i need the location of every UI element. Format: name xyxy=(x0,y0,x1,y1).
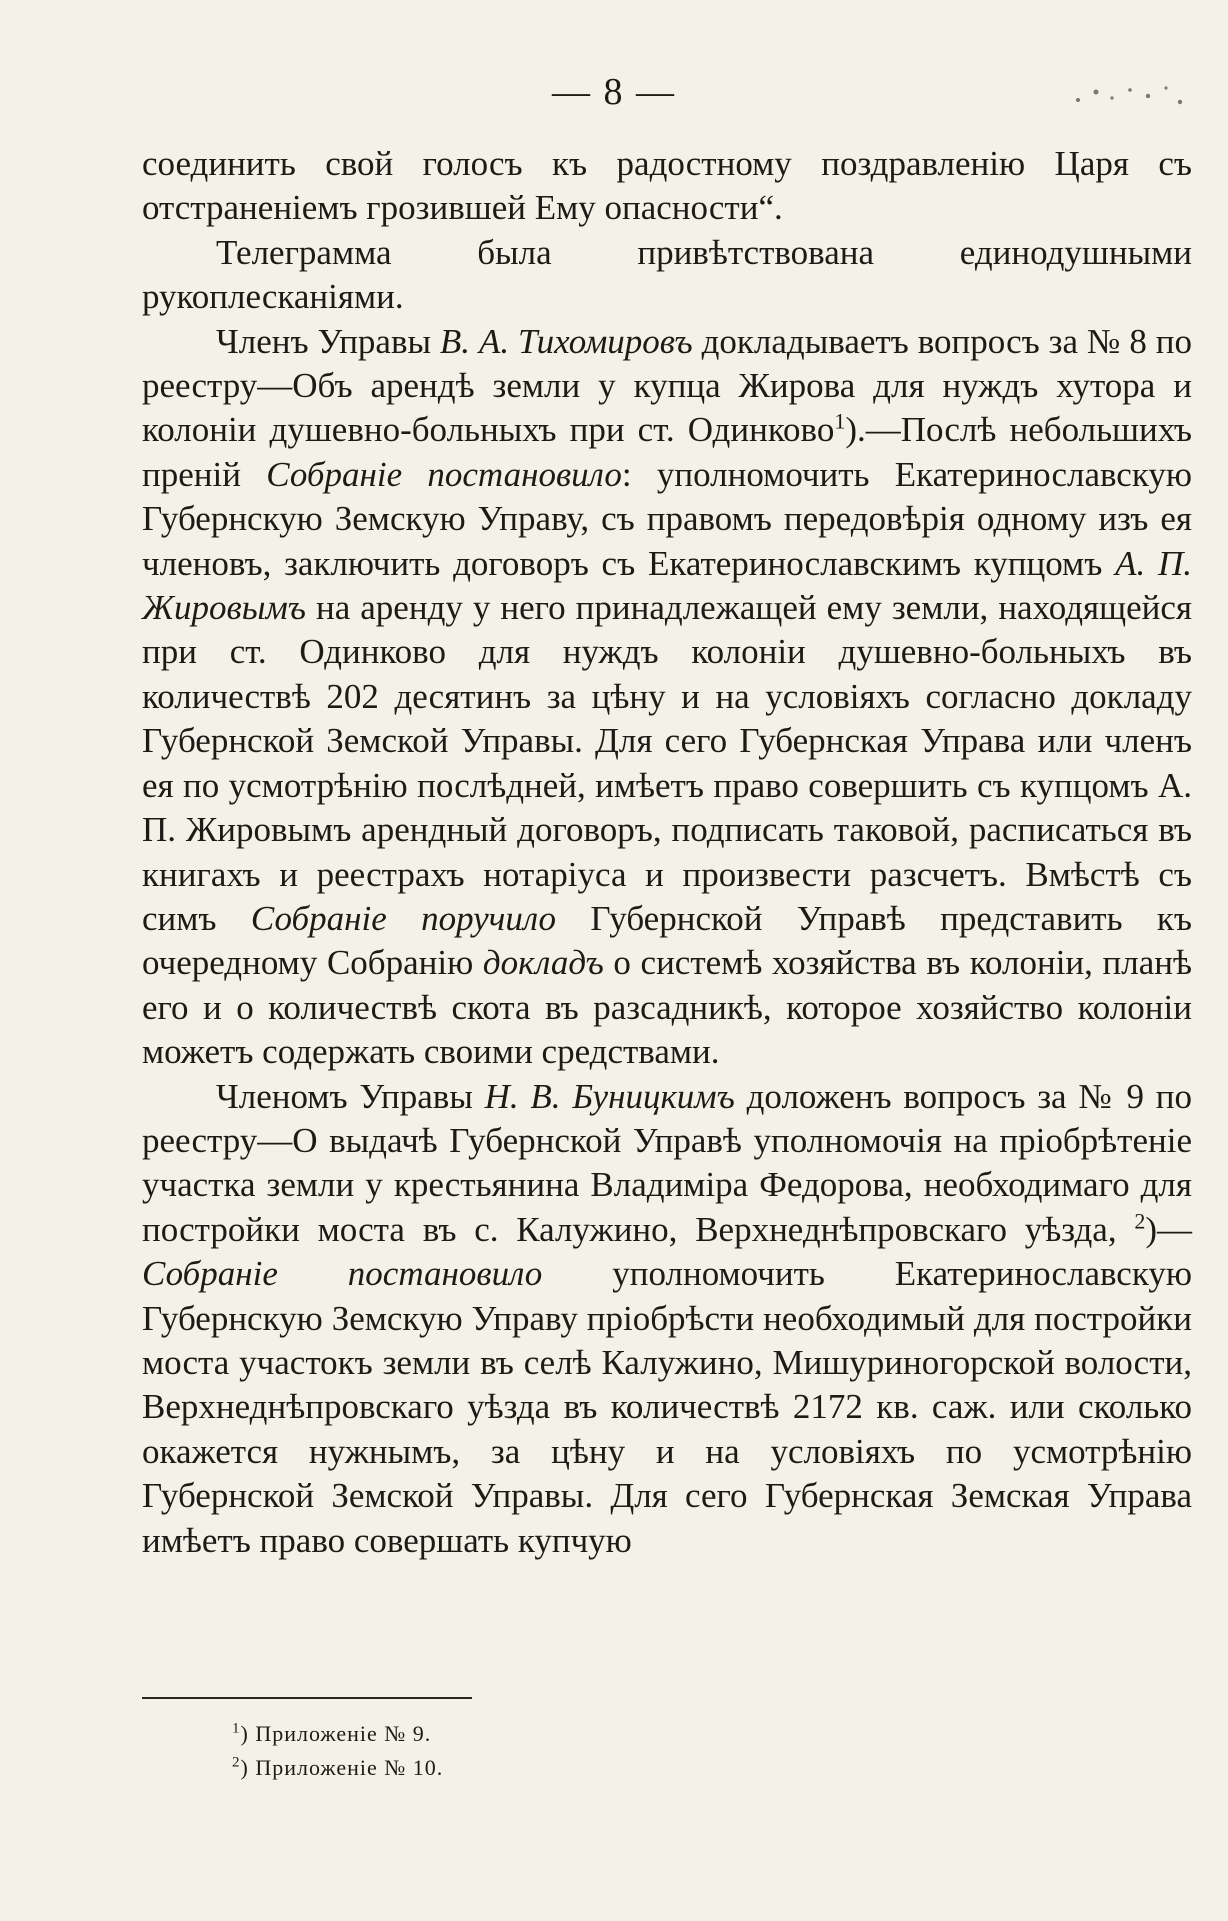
italic-run: Собраніе поручило xyxy=(250,898,557,938)
footnote xyxy=(232,1717,443,1751)
italic-run: В. А. Тихомировъ xyxy=(439,321,693,361)
text-run: уполномочить Екатеринославскую Губернскую Земскую Управу пріобрѣсти необходимый для постройки моста участокъ земли въ селѣ Калужино, Мишуриногорской волости, Верхнеднѣпровскаго уѣзда въ количествѣ 2172 кв. саж. или сколько окажется нужнымъ, за цѣну и на условіяхъ по усмотрѣнію Губернской Земской Управы. Для сего Губернская Земская Управа имѣетъ право совершать купчую xyxy=(142,1254,1192,1560)
page-number: — 8 — xyxy=(552,71,676,113)
text-run: на аренду у него принадлежащей ему земли, находящейся при ст. Одинково для нуждъ колоніи душевно-больныхъ въ количествѣ 202 десятинъ за цѣну и на условіяхъ согласно докладу Губернской Земской Управы. Для сего Губернская Управа или членъ ея по усмотрѣнію послѣдней, имѣетъ право совершить съ купцомъ А. П. Жировымъ арендный договоръ, подписать таковой, расписаться въ книгахъ и реестрахъ нотаріуса и произвести разсчетъ. Вмѣстѣ съ симъ xyxy=(142,588,1192,938)
footnotes xyxy=(232,1717,443,1785)
paragraph xyxy=(142,142,1192,231)
text-run: соединить свой голосъ къ радостному поздравленію Царя съ отстраненіемъ грозившей Ему опасности“. xyxy=(142,144,1192,228)
italic-run: докладъ xyxy=(482,943,604,983)
text-run: )— xyxy=(1145,1209,1192,1249)
footnote-mark: 1 xyxy=(232,1720,241,1737)
text-run: о системѣ хозяйства въ колоніи, планѣ его и о количествѣ скота въ разсадникѣ, которое хозяйство колоніи можетъ содержать своими средствами. xyxy=(142,943,1192,1072)
paragraph xyxy=(142,231,1192,320)
footnote-rule xyxy=(142,1697,472,1699)
text-run: Членомъ Управы xyxy=(216,1076,485,1116)
paragraph xyxy=(142,320,1192,1075)
paragraph xyxy=(142,1075,1192,1563)
footnote-ref: 1 xyxy=(834,408,846,434)
text-run: Телеграмма была привѣтствована единодушными рукоплесканіями. xyxy=(142,232,1192,317)
text-run: ).—Послѣ небольшихъ преній xyxy=(142,410,1192,494)
italic-run: Собраніе постановило xyxy=(266,454,622,494)
text-run: Членъ Управы xyxy=(216,321,440,361)
footnote-text: ) Приложеніе № 10. xyxy=(240,1755,444,1780)
text-run: : уполномочить Екатеринославскую Губернскую Земскую Управу, съ правомъ передовѣрія одному изъ ея членовъ, заключить договоръ съ Екатеринославскимъ купцомъ xyxy=(142,454,1192,583)
footnote xyxy=(232,1751,443,1785)
ink-bleed-marks xyxy=(1068,70,1188,120)
body-text xyxy=(142,142,1192,1563)
text-run: доложенъ вопросъ за № 9 по реестру—О выдачѣ Губернской Управѣ уполномочія на пріобрѣтеніе участка земли у крестьянина Владиміра Федорова, необходимаго для постройки моста въ с. Калужино, Верхнеднѣпровскаго уѣзда, xyxy=(142,1076,1193,1249)
text-run: докладываетъ вопросъ за № 8 по реестру—Объ арендѣ земли у купца Жирова для нуждъ хутора и колоніи душевно-больныхъ при ст. Одинково xyxy=(142,321,1193,450)
italic-run: А. П. Жировымъ xyxy=(142,543,1193,628)
italic-run: Н. В. Буницкимъ xyxy=(484,1076,735,1116)
footnote-text: ) Приложеніе № 9. xyxy=(240,1721,432,1746)
italic-run: Собраніе постановило xyxy=(142,1254,543,1294)
text-run: Губернской Управѣ представить къ очередному Собранію xyxy=(142,898,1193,983)
footnote-mark: 2 xyxy=(232,1754,241,1771)
footnote-ref: 2 xyxy=(1134,1208,1146,1234)
